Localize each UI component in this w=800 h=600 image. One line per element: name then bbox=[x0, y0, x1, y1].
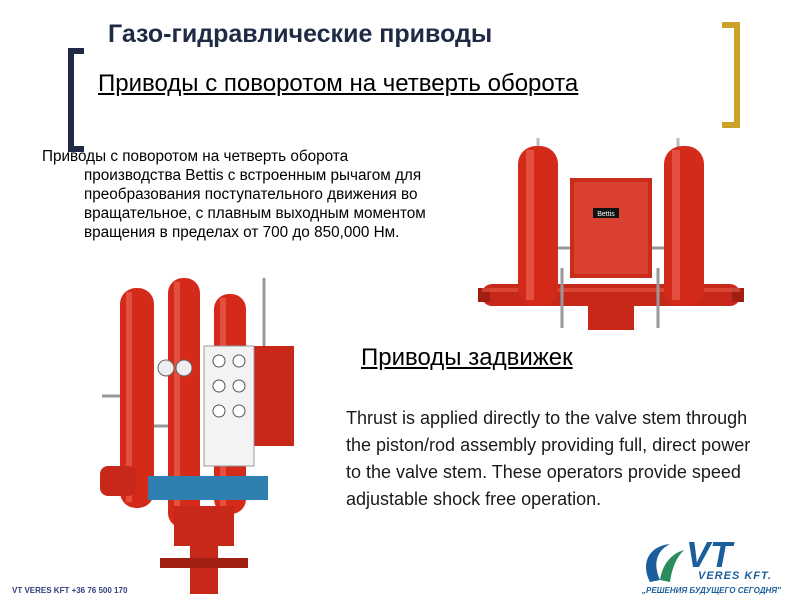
valve-actuator-image bbox=[94, 276, 304, 596]
footer-contact: VT VERES KFT +36 76 500 170 bbox=[12, 586, 128, 595]
quarter-turn-actuator-image bbox=[478, 138, 744, 334]
bettis-badge: Bettis bbox=[597, 211, 615, 218]
page-title: Газо-гидравлические приводы bbox=[108, 20, 493, 48]
intro-rest: производства Bettis с встроенным рычагом для преобразования поступательного движения во вращательное, с плавным выходным моментом вращения в пределах от 700 до 850,000 Нм. bbox=[84, 167, 426, 241]
right-bracket-decoration bbox=[722, 22, 740, 128]
section-subtitle: Приводы с поворотом на четверть оборота bbox=[98, 70, 579, 97]
gate-valve-actuators-heading: Приводы задвижек bbox=[361, 344, 573, 371]
logo-tagline: „РЕШЕНИЯ БУДУЩЕГО СЕГОДНЯ" bbox=[642, 586, 781, 595]
logo-swirl-icon bbox=[640, 542, 686, 586]
intro-first-line: Приводы с поворотом на четверть оборота bbox=[42, 148, 349, 165]
veres-logo bbox=[636, 534, 796, 598]
logo-brand: VT bbox=[686, 534, 733, 575]
logo-company-name: VERES KFT. bbox=[698, 570, 772, 582]
left-bracket-decoration bbox=[68, 48, 84, 152]
thrust-description: Thrust is applied directly to the valve stem through the piston/rod assembly providing full, direct power to the valve stem. These operators provide speed adjustable shock free operation. bbox=[346, 408, 751, 509]
intro-paragraph bbox=[42, 147, 462, 242]
